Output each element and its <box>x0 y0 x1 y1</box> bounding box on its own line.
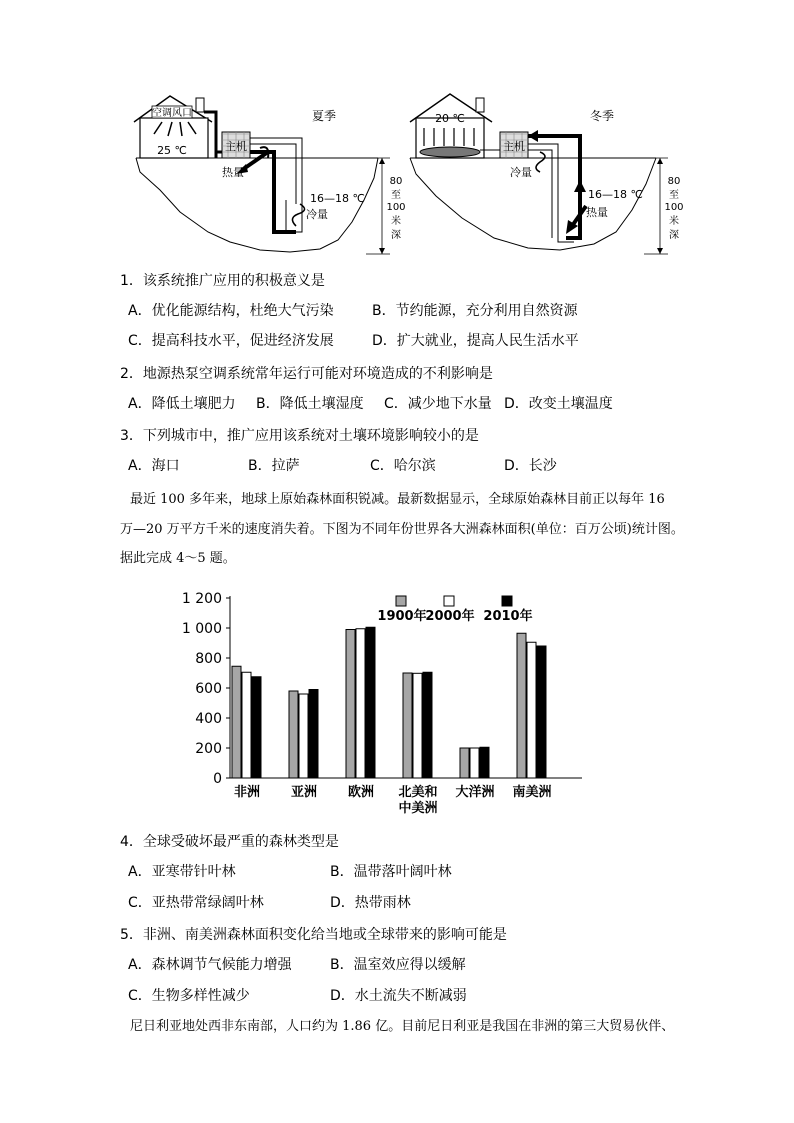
winter-indoor-temp: 20 ℃ <box>435 112 465 125</box>
winter-heat-label: 热量 <box>586 206 608 219</box>
question-4-option-c[interactable]: C．亚热带常绿阔叶林 <box>128 895 264 911</box>
y-tick-label: 800 <box>195 651 222 667</box>
question-2-option-c[interactable]: C．减少地下水量 <box>384 396 492 412</box>
winter-depth-2: 至 <box>669 190 679 201</box>
passage-1-line-2: 万—20 万平方千米的速度消失着。下图为不同年份世界各大洲森林面积(单位：百万公顷)统计图。 <box>120 522 684 537</box>
question-4-option-b[interactable]: B．温带落叶阔叶林 <box>330 864 452 880</box>
question-5-option-a[interactable]: A．森林调节气候能力增强 <box>128 957 292 973</box>
summer-heat-label: 热量 <box>222 166 244 179</box>
bar <box>423 672 432 778</box>
passage-1-line-1: 最近 100 多年来，地球上原始森林面积锐减。最新数据显示，全球原始森林目前正以每年 16 <box>130 492 665 507</box>
bar <box>242 672 251 778</box>
summer-depth-3: 100 <box>386 202 406 213</box>
question-4-option-d[interactable]: D．热带雨林 <box>330 895 411 911</box>
legend-swatch <box>444 596 454 606</box>
question-3-option-d[interactable]: D．长沙 <box>504 458 557 474</box>
y-tick-label: 1 200 <box>181 591 222 607</box>
winter-cold-label: 冷量 <box>510 166 532 179</box>
summer-depth-2: 至 <box>391 190 401 201</box>
bar <box>346 630 355 779</box>
legend-label: 2010年 <box>483 609 533 624</box>
bar <box>356 629 365 778</box>
summer-season-label: 夏季 <box>312 109 337 123</box>
question-3-option-a[interactable]: A．海口 <box>128 458 180 474</box>
summer-depth-5: 深 <box>391 230 401 241</box>
bar <box>537 646 546 778</box>
winter-diagram <box>410 94 684 254</box>
question-5-stem: 5．非洲、南美洲森林面积变化给当地或全球带来的影响可能是 <box>120 927 507 943</box>
x-tick-label: 中美洲 <box>398 801 438 816</box>
summer-depth-1: 80 <box>389 176 403 187</box>
winter-depth-3: 100 <box>664 202 684 213</box>
passage-1-line-3: 据此完成 4～5 题。 <box>120 551 236 566</box>
question-1-stem: 1．该系统推广应用的积极意义是 <box>120 273 325 289</box>
y-tick-label: 1 000 <box>181 621 222 637</box>
bar <box>480 747 489 778</box>
x-tick-label: 南美洲 <box>512 785 552 800</box>
question-1-option-a[interactable]: A．优化能源结构，杜绝大气污染 <box>128 303 334 319</box>
bar <box>403 673 412 778</box>
x-tick-label: 大洋洲 <box>455 785 495 800</box>
x-tick-label: 欧洲 <box>347 785 375 800</box>
question-1-option-c[interactable]: C．提高科技水平，促进经济发展 <box>128 333 334 349</box>
question-1-option-b[interactable]: B．节约能源，充分利用自然资源 <box>372 303 578 319</box>
legend-swatch <box>396 596 406 606</box>
bar <box>299 694 308 778</box>
question-3-stem: 3．下列城市中，推广应用该系统对土壤环境影响较小的是 <box>120 428 479 444</box>
winter-host-label: 主机 <box>503 140 525 153</box>
question-2-option-d[interactable]: D．改变土壤温度 <box>504 396 613 412</box>
bar <box>517 633 526 778</box>
summer-cold-label: 冷量 <box>306 208 328 221</box>
question-4-stem: 4．全球受破坏最严重的森林类型是 <box>120 834 339 850</box>
bar <box>252 677 261 778</box>
bar <box>527 642 536 778</box>
summer-diagram <box>134 96 406 254</box>
question-3-option-c[interactable]: C．哈尔滨 <box>370 458 436 474</box>
question-2-stem: 2．地源热泵空调系统常年运行可能对环境造成的不利影响是 <box>120 366 493 382</box>
winter-depth-4: 米 <box>669 216 679 227</box>
y-tick-label: 400 <box>195 711 222 727</box>
winter-depth-1: 80 <box>667 176 681 187</box>
winter-depth-5: 深 <box>669 230 679 241</box>
summer-vent-label: 空调风口 <box>152 108 192 119</box>
bar <box>309 690 318 779</box>
question-5-option-c[interactable]: C．生物多样性减少 <box>128 988 250 1004</box>
winter-season-label: 冬季 <box>590 109 615 123</box>
bar <box>289 691 298 778</box>
summer-host-label: 主机 <box>225 140 247 153</box>
question-5-option-d[interactable]: D．水土流失不断减弱 <box>330 988 467 1004</box>
y-tick-label: 200 <box>195 741 222 757</box>
y-tick-label: 0 <box>213 771 222 787</box>
summer-depth-4: 米 <box>391 216 401 227</box>
x-tick-label: 非洲 <box>233 785 261 800</box>
question-5-option-b[interactable]: B．温室效应得以缓解 <box>330 957 466 973</box>
legend-label: 1900年 <box>377 609 427 624</box>
question-2-option-a[interactable]: A．降低土壤肥力 <box>128 396 236 412</box>
x-tick-label: 北美和 <box>398 785 438 800</box>
y-tick-label: 600 <box>195 681 222 697</box>
bar <box>470 748 479 778</box>
winter-ground-temp: 16—18 ℃ <box>588 188 643 201</box>
summer-indoor-temp: 25 ℃ <box>157 144 187 157</box>
question-3-option-b[interactable]: B．拉萨 <box>248 458 300 474</box>
bar <box>413 673 422 778</box>
heat-pump-figure <box>120 92 684 264</box>
forest-area-chart <box>170 586 590 818</box>
x-tick-label: 亚洲 <box>290 785 318 800</box>
question-1-option-d[interactable]: D．扩大就业，提高人民生活水平 <box>372 333 579 349</box>
bar <box>366 627 375 778</box>
passage-2-line-1: 尼日利亚地处西非东南部，人口约为 1.86 亿。目前尼日利亚是我国在非洲的第三大贸易伙伴、 <box>130 1019 675 1034</box>
bar <box>232 666 241 778</box>
legend-swatch <box>502 596 512 606</box>
question-2-option-b[interactable]: B．降低土壤湿度 <box>256 396 364 412</box>
question-4-option-a[interactable]: A．亚寒带针叶林 <box>128 864 236 880</box>
summer-ground-temp: 16—18 ℃ <box>310 192 365 205</box>
legend-label: 2000年 <box>425 609 475 624</box>
bar <box>460 748 469 778</box>
